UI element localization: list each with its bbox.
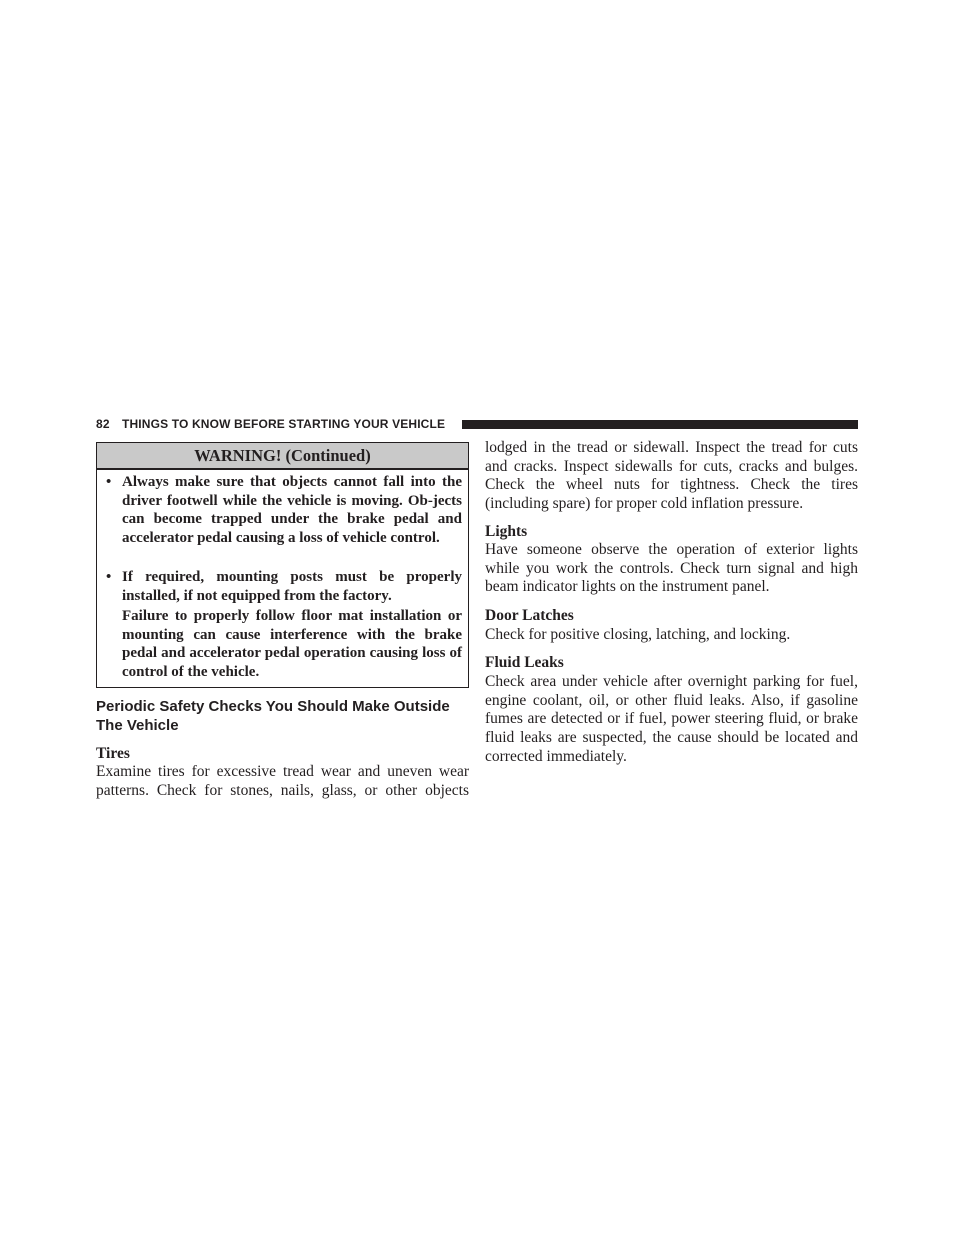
section-title: THINGS TO KNOW BEFORE STARTING YOUR VEHICLE <box>122 417 446 431</box>
warning-paragraph: Failure to properly follow floor mat installation or mounting can cause interference with the brake pedal and accelerator pedal operation causing loss of control of the vehicle. <box>122 608 462 681</box>
lights-text: Have someone observe the operation of exterior lights while you work the controls. Check turn signal and high beam indicator lights on the instrument panel. <box>485 541 858 596</box>
door-latches-heading: Door Latches <box>485 607 574 624</box>
bullet-icon: • <box>106 569 112 585</box>
door-latches-text: Check for positive closing, latching, and locking. <box>485 626 791 643</box>
header-rule <box>462 420 858 429</box>
warning-bullet-text: If required, mounting posts must be properly installed, if not equipped from the factory. <box>122 569 462 604</box>
section-heading: Periodic Safety Checks You Should Make Outside The Vehicle <box>96 698 450 734</box>
page-header <box>96 416 858 434</box>
fluid-leaks-text: Check area under vehicle after overnight parking for fuel, engine coolant, oil, or other fluid leaks. Also, if gasoline fumes are detected or if fuel, power steering fluid, or brake fluid leaks are suspected, the cause should be located and corrected immediately. <box>485 673 858 765</box>
warning-box <box>96 442 469 688</box>
tires-text-part1: Examine tires for excessive tread wear and uneven wear patterns. Check for stones, nails, glass, or other objects <box>96 763 469 799</box>
warning-title: WARNING! (Continued) <box>97 443 468 470</box>
fluid-leaks-heading: Fluid Leaks <box>485 654 564 671</box>
bullet-icon: • <box>106 474 112 490</box>
warning-bullet-text: Always make sure that objects cannot fall into the driver footwell while the vehicle is moving. Ob-jects can become trapped under the brake pedal and accelerator pedal causing a loss of vehicle control. <box>122 474 462 547</box>
tires-heading: Tires <box>96 745 130 762</box>
tires-text-part2: lodged in the tread or sidewall. Inspect the tread for cuts and cracks. Inspect sidewalls for cuts, cracks and bulges. Check the wheel nuts for tightness. Check the tires (including spare) for proper cold inflation pressure. <box>485 439 858 513</box>
lights-heading: Lights <box>485 523 528 540</box>
page-number: 82 <box>96 417 110 431</box>
